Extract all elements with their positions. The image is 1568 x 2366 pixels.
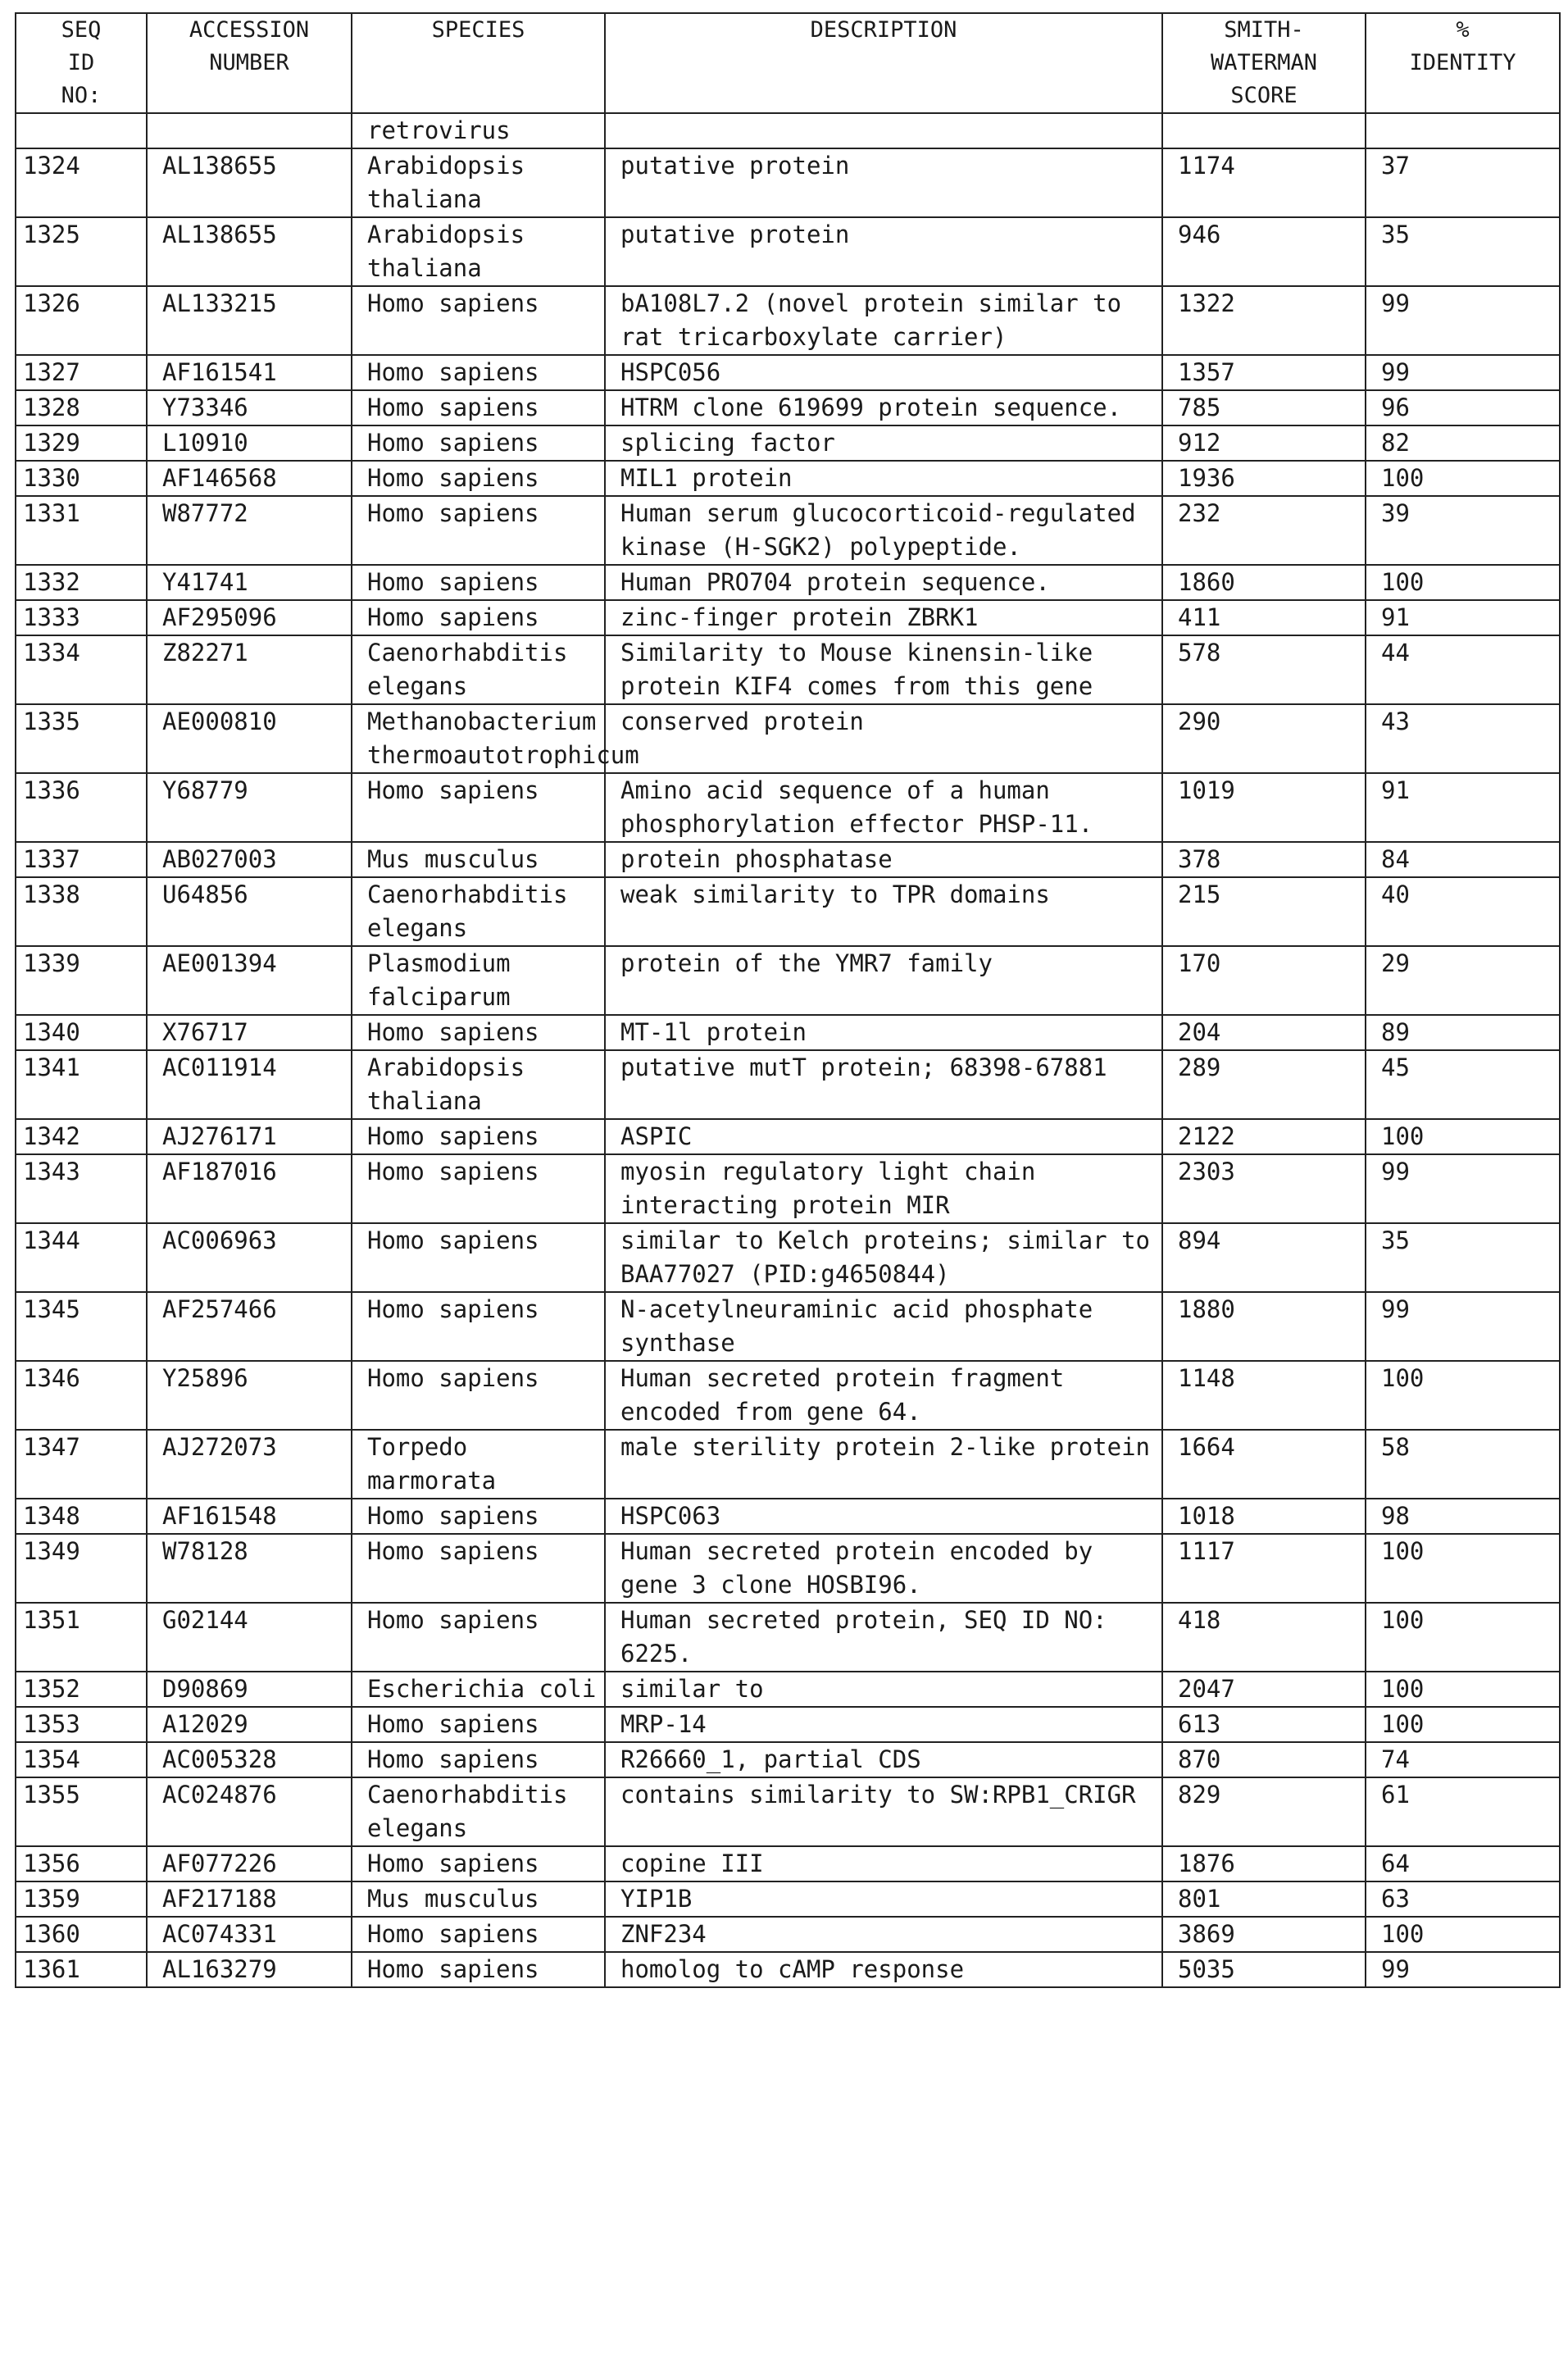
table-row [16, 1015, 1560, 1050]
score-cell: 1664 [1162, 1430, 1366, 1499]
species-cell: Homo sapiens [352, 1154, 605, 1223]
table-row [16, 1917, 1560, 1952]
seq-id-cell: 1335 [16, 704, 147, 773]
description-cell: ASPIC [605, 1119, 1162, 1154]
species-cell: Mus musculus [352, 1881, 605, 1917]
identity-cell: 99 [1366, 1952, 1560, 1987]
accession-cell: W78128 [147, 1534, 352, 1603]
accession-cell: AF077226 [147, 1846, 352, 1881]
species-cell: Plasmodium falciparum [352, 946, 605, 1015]
accession-cell: AF257466 [147, 1292, 352, 1361]
description-cell: Human PRO704 protein sequence. [605, 565, 1162, 600]
description-cell: HTRM clone 619699 protein sequence. [605, 390, 1162, 425]
seq-id-cell: 1340 [16, 1015, 147, 1050]
species-cell: Torpedo marmorata [352, 1430, 605, 1499]
identity-cell: 40 [1366, 877, 1560, 946]
table-row [16, 1846, 1560, 1881]
species-cell: Caenorhabditis elegans [352, 877, 605, 946]
table-row [16, 842, 1560, 877]
identity-cell: 99 [1366, 1154, 1560, 1223]
table-row [16, 1050, 1560, 1119]
identity-cell: 45 [1366, 1050, 1560, 1119]
score-cell: 870 [1162, 1742, 1366, 1777]
accession-cell: AE000810 [147, 704, 352, 773]
seq-id-cell: 1341 [16, 1050, 147, 1119]
identity-header [1366, 13, 1560, 113]
species-cell: Homo sapiens [352, 425, 605, 461]
seq-id-cell: 1331 [16, 496, 147, 565]
accession-cell: AE001394 [147, 946, 352, 1015]
table-row [16, 148, 1560, 217]
description-cell: similar to Kelch proteins; similar to BAA77027 (PID:g4650844) [605, 1223, 1162, 1292]
score-cell: 1148 [1162, 1361, 1366, 1430]
seq-id-cell: 1328 [16, 390, 147, 425]
description-cell: male sterility protein 2-like protein [605, 1430, 1162, 1499]
seq-id-cell: 1349 [16, 1534, 147, 1603]
species-cell: Homo sapiens [352, 1603, 605, 1672]
header-line: SCORE [1230, 83, 1298, 108]
accession-cell: AC011914 [147, 1050, 352, 1119]
description-cell: N-acetylneuraminic acid phosphate synthase [605, 1292, 1162, 1361]
accession-cell [147, 113, 352, 148]
identity-cell: 61 [1366, 1777, 1560, 1846]
table-row [16, 461, 1560, 496]
accession-cell: D90869 [147, 1672, 352, 1707]
species-cell: Homo sapiens [352, 286, 605, 355]
table-row [16, 1742, 1560, 1777]
identity-cell: 99 [1366, 1292, 1560, 1361]
score-cell: 613 [1162, 1707, 1366, 1742]
score-cell: 1019 [1162, 773, 1366, 842]
table-row [16, 286, 1560, 355]
score-cell [1162, 113, 1366, 148]
description-header [605, 13, 1162, 113]
identity-cell: 91 [1366, 773, 1560, 842]
seq-id-cell: 1324 [16, 148, 147, 217]
identity-cell: 37 [1366, 148, 1560, 217]
accession-cell: AF217188 [147, 1881, 352, 1917]
table-row [16, 1292, 1560, 1361]
seq-id-cell: 1337 [16, 842, 147, 877]
identity-cell: 100 [1366, 1119, 1560, 1154]
table-row [16, 355, 1560, 390]
species-cell: Homo sapiens [352, 1846, 605, 1881]
header-line: SPECIES [431, 17, 525, 43]
description-cell [605, 113, 1162, 148]
identity-cell: 100 [1366, 1917, 1560, 1952]
table-row [16, 425, 1560, 461]
species-cell: Homo sapiens [352, 1707, 605, 1742]
description-cell: putative protein [605, 148, 1162, 217]
description-cell: MRP-14 [605, 1707, 1162, 1742]
accession-cell: AF146568 [147, 461, 352, 496]
score-cell: 2122 [1162, 1119, 1366, 1154]
species-cell: Methanobacterium thermoautotrophicum [352, 704, 605, 773]
accession-cell: Y25896 [147, 1361, 352, 1430]
identity-cell: 100 [1366, 1672, 1560, 1707]
table-row [16, 1672, 1560, 1707]
identity-cell: 100 [1366, 1361, 1560, 1430]
accession-cell: AF187016 [147, 1154, 352, 1223]
accession-cell: G02144 [147, 1603, 352, 1672]
table-row [16, 1881, 1560, 1917]
description-cell: Human secreted protein encoded by gene 3 clone HOSBI96. [605, 1534, 1162, 1603]
species-cell: Homo sapiens [352, 1534, 605, 1603]
seq-id-cell: 1356 [16, 1846, 147, 1881]
accession-cell: AC024876 [147, 1777, 352, 1846]
table-row [16, 1119, 1560, 1154]
description-cell: conserved protein [605, 704, 1162, 773]
header-line: ID [67, 50, 95, 75]
score-cell: 2047 [1162, 1672, 1366, 1707]
accession-cell: Y41741 [147, 565, 352, 600]
accession-cell: AL138655 [147, 217, 352, 286]
description-cell: protein of the YMR7 family [605, 946, 1162, 1015]
description-cell: bA108L7.2 (novel protein similar to rat tricarboxylate carrier) [605, 286, 1162, 355]
header-row [16, 13, 1560, 113]
score-header [1162, 13, 1366, 113]
table-row [16, 1499, 1560, 1534]
description-cell: similar to [605, 1672, 1162, 1707]
identity-cell: 35 [1366, 217, 1560, 286]
seq-id-header [16, 13, 147, 113]
seq-id-cell: 1360 [16, 1917, 147, 1952]
accession-cell: W87772 [147, 496, 352, 565]
species-cell: Homo sapiens [352, 355, 605, 390]
identity-cell: 100 [1366, 461, 1560, 496]
header-line: DESCRIPTION [810, 17, 957, 43]
seq-id-cell: 1352 [16, 1672, 147, 1707]
description-cell: weak similarity to TPR domains [605, 877, 1162, 946]
score-cell: 912 [1162, 425, 1366, 461]
accession-cell: AC005328 [147, 1742, 352, 1777]
seq-id-cell: 1327 [16, 355, 147, 390]
description-cell: MT-1l protein [605, 1015, 1162, 1050]
species-header [352, 13, 605, 113]
species-cell: Homo sapiens [352, 1119, 605, 1154]
identity-cell: 99 [1366, 286, 1560, 355]
species-cell: Caenorhabditis elegans [352, 1777, 605, 1846]
header-line: NO: [61, 83, 102, 108]
seq-id-cell: 1345 [16, 1292, 147, 1361]
identity-cell: 64 [1366, 1846, 1560, 1881]
description-cell: copine III [605, 1846, 1162, 1881]
score-cell: 1357 [1162, 355, 1366, 390]
description-cell: HSPC063 [605, 1499, 1162, 1534]
seq-id-cell: 1338 [16, 877, 147, 946]
score-cell: 2303 [1162, 1154, 1366, 1223]
identity-cell: 43 [1366, 704, 1560, 773]
identity-cell: 96 [1366, 390, 1560, 425]
identity-cell: 100 [1366, 1707, 1560, 1742]
score-cell: 1860 [1162, 565, 1366, 600]
table-row [16, 1707, 1560, 1742]
species-cell: retrovirus [352, 113, 605, 148]
species-cell: Homo sapiens [352, 773, 605, 842]
identity-cell: 39 [1366, 496, 1560, 565]
accession-cell: Z82271 [147, 635, 352, 704]
table-row [16, 635, 1560, 704]
description-cell: MIL1 protein [605, 461, 1162, 496]
species-cell: Homo sapiens [352, 496, 605, 565]
accession-cell: AB027003 [147, 842, 352, 877]
score-cell: 1117 [1162, 1534, 1366, 1603]
seq-id-cell: 1353 [16, 1707, 147, 1742]
score-cell: 204 [1162, 1015, 1366, 1050]
table-row [16, 1361, 1560, 1430]
species-cell: Homo sapiens [352, 1952, 605, 1987]
table-row [16, 217, 1560, 286]
score-cell: 1018 [1162, 1499, 1366, 1534]
species-cell: Homo sapiens [352, 1361, 605, 1430]
seq-id-cell: 1361 [16, 1952, 147, 1987]
identity-cell: 82 [1366, 425, 1560, 461]
species-cell: Mus musculus [352, 842, 605, 877]
identity-cell: 91 [1366, 600, 1560, 635]
header-line: WATERMAN [1210, 50, 1318, 75]
accession-cell: AC074331 [147, 1917, 352, 1952]
accession-cell: Y73346 [147, 390, 352, 425]
description-cell: Human serum glucocorticoid-regulated kinase (H-SGK2) polypeptide. [605, 496, 1162, 565]
header-line: SEQ [61, 17, 102, 43]
header-line: ACCESSION [189, 17, 310, 43]
species-cell: Caenorhabditis elegans [352, 635, 605, 704]
identity-cell: 84 [1366, 842, 1560, 877]
accession-cell: L10910 [147, 425, 352, 461]
accession-cell: Y68779 [147, 773, 352, 842]
seq-id-cell: 1326 [16, 286, 147, 355]
seq-id-cell: 1348 [16, 1499, 147, 1534]
description-cell: putative protein [605, 217, 1162, 286]
table-row [16, 1430, 1560, 1499]
seq-id-cell: 1334 [16, 635, 147, 704]
description-cell: HSPC056 [605, 355, 1162, 390]
accession-header [147, 13, 352, 113]
accession-cell: AJ276171 [147, 1119, 352, 1154]
seq-id-cell [16, 113, 147, 148]
description-cell: YIP1B [605, 1881, 1162, 1917]
seq-id-cell: 1344 [16, 1223, 147, 1292]
score-cell: 232 [1162, 496, 1366, 565]
identity-cell: 100 [1366, 1603, 1560, 1672]
identity-cell: 44 [1366, 635, 1560, 704]
species-cell: Arabidopsis thaliana [352, 148, 605, 217]
score-cell: 829 [1162, 1777, 1366, 1846]
species-cell: Homo sapiens [352, 390, 605, 425]
description-cell: splicing factor [605, 425, 1162, 461]
seq-id-cell: 1354 [16, 1742, 147, 1777]
species-cell: Homo sapiens [352, 1917, 605, 1952]
seq-id-cell: 1332 [16, 565, 147, 600]
description-cell: R26660_1, partial CDS [605, 1742, 1162, 1777]
species-cell: Homo sapiens [352, 461, 605, 496]
score-cell: 1174 [1162, 148, 1366, 217]
accession-cell: AJ272073 [147, 1430, 352, 1499]
score-cell: 1876 [1162, 1846, 1366, 1881]
table-row [16, 704, 1560, 773]
seq-id-cell: 1351 [16, 1603, 147, 1672]
sequence-homology-table [15, 12, 1561, 1988]
table-row [16, 877, 1560, 946]
table-row [16, 773, 1560, 842]
species-cell: Homo sapiens [352, 1292, 605, 1361]
species-cell: Arabidopsis thaliana [352, 1050, 605, 1119]
description-cell: homolog to cAMP response [605, 1952, 1162, 1987]
identity-cell [1366, 113, 1560, 148]
accession-cell: AF161548 [147, 1499, 352, 1534]
accession-cell: AL133215 [147, 286, 352, 355]
accession-cell: A12029 [147, 1707, 352, 1742]
description-cell: myosin regulatory light chain interacting protein MIR [605, 1154, 1162, 1223]
seq-id-cell: 1325 [16, 217, 147, 286]
table-row [16, 1952, 1560, 1987]
identity-cell: 99 [1366, 355, 1560, 390]
species-cell: Escherichia coli [352, 1672, 605, 1707]
seq-id-cell: 1339 [16, 946, 147, 1015]
identity-cell: 58 [1366, 1430, 1560, 1499]
species-cell: Arabidopsis thaliana [352, 217, 605, 286]
identity-cell: 100 [1366, 565, 1560, 600]
seq-id-cell: 1347 [16, 1430, 147, 1499]
table-row [16, 1223, 1560, 1292]
species-cell: Homo sapiens [352, 1499, 605, 1534]
score-cell: 289 [1162, 1050, 1366, 1119]
accession-cell: AF295096 [147, 600, 352, 635]
table-row [16, 1777, 1560, 1846]
score-cell: 946 [1162, 217, 1366, 286]
description-cell: contains similarity to SW:RPB1_CRIGR [605, 1777, 1162, 1846]
score-cell: 894 [1162, 1223, 1366, 1292]
score-cell: 5035 [1162, 1952, 1366, 1987]
seq-id-cell: 1355 [16, 1777, 147, 1846]
score-cell: 411 [1162, 600, 1366, 635]
score-cell: 170 [1162, 946, 1366, 1015]
description-cell: Human secreted protein, SEQ ID NO: 6225. [605, 1603, 1162, 1672]
table-row [16, 565, 1560, 600]
accession-cell: AL138655 [147, 148, 352, 217]
table-row [16, 1154, 1560, 1223]
species-cell: Homo sapiens [352, 565, 605, 600]
accession-cell: X76717 [147, 1015, 352, 1050]
description-cell: Amino acid sequence of a human phosphorylation effector PHSP-11. [605, 773, 1162, 842]
table-row [16, 496, 1560, 565]
score-cell: 1880 [1162, 1292, 1366, 1361]
score-cell: 215 [1162, 877, 1366, 946]
accession-cell: AL163279 [147, 1952, 352, 1987]
table-row [16, 1534, 1560, 1603]
species-cell: Homo sapiens [352, 600, 605, 635]
description-cell: Human secreted protein fragment encoded from gene 64. [605, 1361, 1162, 1430]
header-line: % [1456, 17, 1470, 43]
identity-cell: 29 [1366, 946, 1560, 1015]
table-row [16, 390, 1560, 425]
score-cell: 3869 [1162, 1917, 1366, 1952]
identity-cell: 89 [1366, 1015, 1560, 1050]
description-cell: ZNF234 [605, 1917, 1162, 1952]
seq-id-cell: 1336 [16, 773, 147, 842]
description-cell: Similarity to Mouse kinensin-like protein KIF4 comes from this gene [605, 635, 1162, 704]
table-row [16, 1603, 1560, 1672]
identity-cell: 35 [1366, 1223, 1560, 1292]
score-cell: 378 [1162, 842, 1366, 877]
identity-cell: 98 [1366, 1499, 1560, 1534]
score-cell: 785 [1162, 390, 1366, 425]
description-cell: putative mutT protein; 68398-67881 [605, 1050, 1162, 1119]
table-row [16, 113, 1560, 148]
seq-id-cell: 1346 [16, 1361, 147, 1430]
description-cell: protein phosphatase [605, 842, 1162, 877]
score-cell: 1936 [1162, 461, 1366, 496]
species-cell: Homo sapiens [352, 1015, 605, 1050]
identity-cell: 100 [1366, 1534, 1560, 1603]
table-row [16, 946, 1560, 1015]
table-body [16, 113, 1560, 1987]
species-cell: Homo sapiens [352, 1223, 605, 1292]
score-cell: 801 [1162, 1881, 1366, 1917]
seq-id-cell: 1342 [16, 1119, 147, 1154]
seq-id-cell: 1333 [16, 600, 147, 635]
score-cell: 418 [1162, 1603, 1366, 1672]
header-line: IDENTITY [1409, 50, 1516, 75]
seq-id-cell: 1329 [16, 425, 147, 461]
seq-id-cell: 1343 [16, 1154, 147, 1223]
header-line: SMITH- [1224, 17, 1304, 43]
score-cell: 578 [1162, 635, 1366, 704]
table-row [16, 600, 1560, 635]
accession-cell: U64856 [147, 877, 352, 946]
score-cell: 290 [1162, 704, 1366, 773]
species-cell: Homo sapiens [352, 1742, 605, 1777]
score-cell: 1322 [1162, 286, 1366, 355]
description-cell: zinc-finger protein ZBRK1 [605, 600, 1162, 635]
accession-cell: AF161541 [147, 355, 352, 390]
identity-cell: 63 [1366, 1881, 1560, 1917]
seq-id-cell: 1330 [16, 461, 147, 496]
header-line: NUMBER [209, 50, 289, 75]
seq-id-cell: 1359 [16, 1881, 147, 1917]
accession-cell: AC006963 [147, 1223, 352, 1292]
identity-cell: 74 [1366, 1742, 1560, 1777]
